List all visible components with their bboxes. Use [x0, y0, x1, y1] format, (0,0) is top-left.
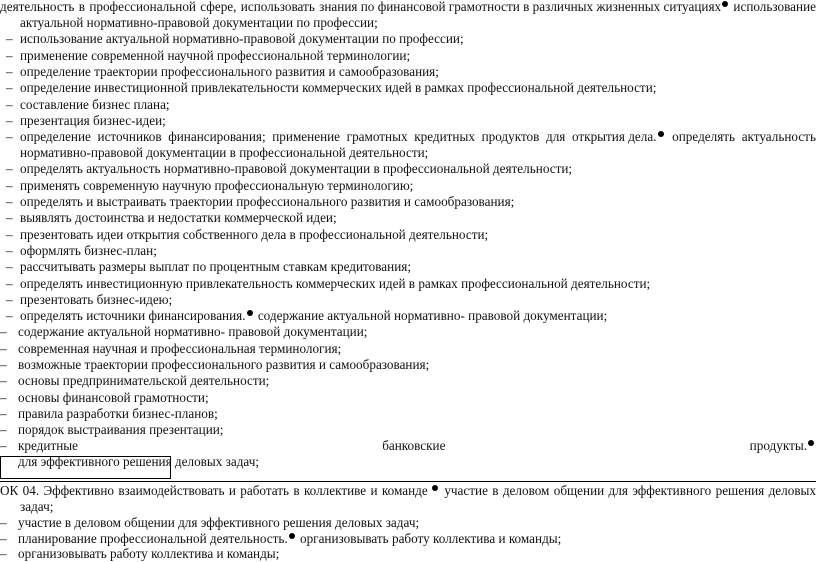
word-text: дела. — [628, 129, 657, 144]
abilities-intro-continuation: актуальной нормативно-правовой документации по профессии; — [20, 15, 378, 30]
list-item: возможные траектории профессионального развития и самообразования; — [18, 357, 430, 372]
word: для — [608, 483, 628, 498]
word: кредитные — [18, 438, 78, 453]
list-item: оформлять бизнес-план; — [20, 243, 157, 258]
list-item: основы предпринимательской деятельности; — [18, 373, 270, 388]
dash-marker: – — [0, 324, 7, 339]
word: участие — [444, 483, 488, 498]
dash-marker: – — [6, 64, 13, 79]
word: работать — [240, 483, 290, 498]
list-item: презентовать идеи открытия собственного дела в профессиональной деятельности; — [20, 227, 489, 242]
word: в — [492, 483, 499, 498]
word — [319, 0, 816, 15]
list-item: рассчитывать размеры выплат по процентным ставкам кредитования; — [20, 259, 411, 274]
word: 04. — [22, 483, 40, 498]
dash-marker: – — [6, 292, 13, 307]
word: ОК — [0, 483, 19, 498]
word: сфере, — [200, 0, 237, 14]
list-item: выявлять достоинства и недостатки коммерческой идеи; — [20, 210, 337, 225]
dash-marker: – — [6, 243, 13, 258]
dash-marker: – — [0, 406, 7, 421]
dash-marker: – — [6, 210, 13, 225]
dash-marker: – — [6, 178, 13, 193]
word: в — [293, 483, 300, 498]
word: профессиональной — [89, 0, 196, 14]
dash-marker: – — [0, 515, 7, 530]
dash-marker: – — [6, 129, 13, 144]
dash-marker: – — [0, 531, 7, 546]
word-text: открытия — [571, 129, 625, 144]
credit-line — [18, 438, 816, 454]
bullet-icon — [247, 310, 253, 316]
dash-marker: – — [6, 31, 13, 46]
sources-line — [20, 308, 607, 324]
dash-marker: – — [6, 113, 13, 128]
word: для — [546, 129, 566, 144]
bullet-icon — [432, 485, 438, 491]
list-item: определение траектории профессионального развития и самообразования; — [20, 64, 439, 79]
sources-text: определять источники финансирования. — [20, 308, 246, 323]
table-cell-border — [0, 456, 171, 479]
word — [382, 483, 440, 499]
planning-text: планирование профессиональной деятельность. — [18, 531, 288, 546]
credit-continuation: для эффективного решения деловых задач; — [18, 454, 260, 469]
word-text: использование — [733, 0, 816, 14]
list-item: применять современную научную профессиональную терминологию; — [20, 178, 414, 193]
ok04-continuation: задач; — [20, 499, 54, 514]
word: и — [228, 483, 236, 498]
list-item: порядок выстраивания презентации; — [18, 422, 224, 437]
list-item: определять инвестиционную привлекательность коммерческих идей в рамках профессиональной деятельности; — [20, 276, 651, 291]
word: взаимодействовать — [118, 483, 225, 498]
word — [750, 438, 816, 454]
ok04-line — [0, 483, 816, 499]
word: банковские — [382, 438, 446, 453]
word: определение — [20, 129, 91, 144]
word: деятельность — [0, 0, 75, 14]
list-item: правила разработки бизнес-планов; — [18, 406, 218, 421]
list-item: организовывать работу коллектива и команды; — [18, 546, 280, 561]
dash-marker: – — [6, 48, 13, 63]
list-item: определять актуальность нормативно-правовой документации в профессиональной деятельности; — [20, 161, 573, 176]
word: грамотных — [346, 129, 408, 144]
word-text: знания по финансовой грамотности в различных жизненных ситуациях — [319, 0, 722, 14]
list-item: презентовать бизнес-идею; — [20, 292, 173, 307]
bullet-icon — [808, 440, 814, 446]
dash-marker: – — [0, 390, 7, 405]
word: эффективного — [632, 483, 712, 498]
word: продуктов — [481, 129, 540, 144]
word — [572, 129, 666, 145]
dash-marker: – — [6, 259, 13, 274]
list-item: применение современной научной профессиональной терминологии; — [20, 48, 411, 63]
word: в — [78, 0, 85, 14]
list-item: содержание актуальной нормативно- правовой документации; — [18, 324, 368, 339]
dash-marker: – — [6, 97, 13, 112]
list-item: участие в деловом общении для эффективного решения деловых задач; — [18, 515, 420, 530]
word: деловом — [502, 483, 550, 498]
dash-marker: – — [0, 373, 7, 388]
dash-marker: – — [6, 227, 13, 242]
word: финансирования; — [168, 129, 266, 144]
word-text: продукты. — [749, 438, 807, 453]
word: коллективе — [303, 483, 367, 498]
dash-marker: – — [0, 357, 7, 372]
bullet-icon — [722, 1, 728, 7]
word: использовать — [240, 0, 315, 14]
dash-marker: – — [6, 308, 13, 323]
word: деловых — [768, 483, 816, 498]
organize-text: организовывать работу коллектива и команды; — [299, 531, 562, 546]
dash-marker: – — [0, 546, 7, 561]
word-text: команде — [381, 483, 428, 498]
list-item: презентация бизнес-идеи; — [20, 113, 166, 128]
list-item: определять и выстраивать траектории профессионального развития и самообразования; — [20, 194, 515, 209]
dash-marker: – — [6, 161, 13, 176]
financing-continuation: нормативно-правовой документации в профессиональной деятельности; — [20, 145, 429, 160]
list-item: основы финансовой грамотности; — [18, 390, 209, 405]
dash-marker: – — [0, 341, 7, 356]
word: и — [370, 483, 378, 498]
bullet-icon — [658, 131, 664, 137]
word: решения — [715, 483, 765, 498]
abilities-intro-line — [0, 0, 816, 15]
dash-marker: – — [0, 438, 7, 453]
planning-line — [18, 531, 561, 547]
word: определять — [672, 129, 736, 144]
word: Эффективно — [43, 483, 114, 498]
word: актуальность — [741, 129, 816, 144]
word: источников — [97, 129, 162, 144]
word: общении — [553, 483, 605, 498]
word: применение — [272, 129, 341, 144]
dash-marker: – — [6, 80, 13, 95]
bullet-icon — [289, 533, 295, 539]
list-item: современная научная и профессиональная терминология; — [18, 341, 342, 356]
knowledge-text: содержание актуальной нормативно- правовой документации; — [257, 308, 608, 323]
table-row-divider — [0, 481, 816, 482]
list-item: использование актуальной нормативно-правовой документации по профессии; — [20, 31, 464, 46]
word: кредитных — [414, 129, 475, 144]
dash-marker: – — [6, 276, 13, 291]
dash-marker: – — [6, 194, 13, 209]
dash-marker: – — [0, 422, 7, 437]
list-item: составление бизнес плана; — [20, 97, 170, 112]
list-item: определение инвестиционной привлекательности коммерческих идей в рамках профессиональной деятельности; — [20, 80, 657, 95]
financing-line — [20, 129, 816, 145]
